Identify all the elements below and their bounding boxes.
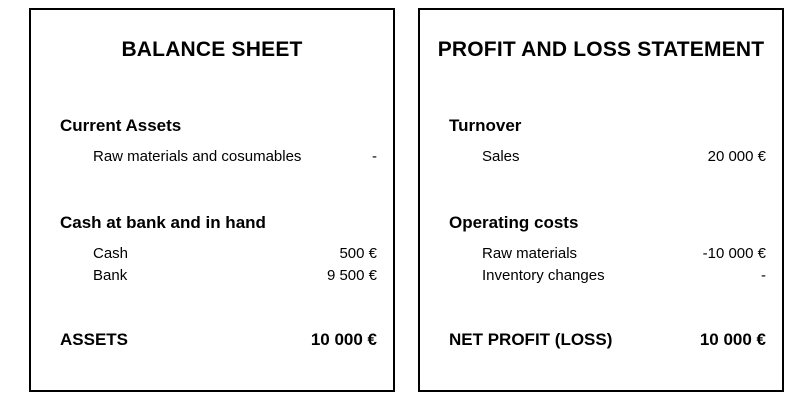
net-profit-total-row [449, 330, 766, 350]
line-item-label: Inventory changes [482, 267, 605, 284]
total-label: NET PROFIT (LOSS) [449, 330, 613, 349]
profit-loss-title: PROFIT AND LOSS STATEMENT [437, 38, 765, 61]
line-item-raw-materials-consumables [93, 148, 377, 168]
line-item-value: - [761, 267, 766, 284]
assets-total-row [60, 330, 377, 350]
line-item-cash [93, 245, 377, 265]
line-item-raw-materials [482, 245, 766, 265]
line-item-label: Raw materials and cosumables [93, 148, 302, 165]
line-item-value: -10 000 € [702, 245, 766, 262]
turnover-heading: Turnover [449, 116, 522, 135]
operating-costs-heading: Operating costs [449, 213, 579, 232]
balance-sheet-title: BALANCE SHEET [121, 38, 303, 61]
line-item-label: Sales [482, 148, 520, 165]
profit-loss-panel [418, 8, 784, 392]
total-value: 10 000 € [699, 330, 766, 349]
line-item-sales [482, 148, 766, 168]
line-item-inventory-changes [482, 267, 766, 287]
line-item-bank [93, 267, 377, 287]
line-item-label: Bank [93, 267, 128, 284]
cash-heading: Cash at bank and in hand [60, 213, 266, 232]
total-value: 10 000 € [310, 330, 377, 349]
line-item-label: Cash [93, 245, 129, 262]
line-item-value: - [372, 148, 377, 165]
balance-sheet-panel [29, 8, 395, 392]
current-assets-heading: Current Assets [60, 116, 182, 135]
line-item-label: Raw materials [482, 245, 578, 262]
line-item-value: 20 000 € [707, 148, 766, 165]
total-label: ASSETS [60, 330, 129, 349]
line-item-value: 9 500 € [326, 267, 377, 284]
line-item-value: 500 € [339, 245, 377, 262]
